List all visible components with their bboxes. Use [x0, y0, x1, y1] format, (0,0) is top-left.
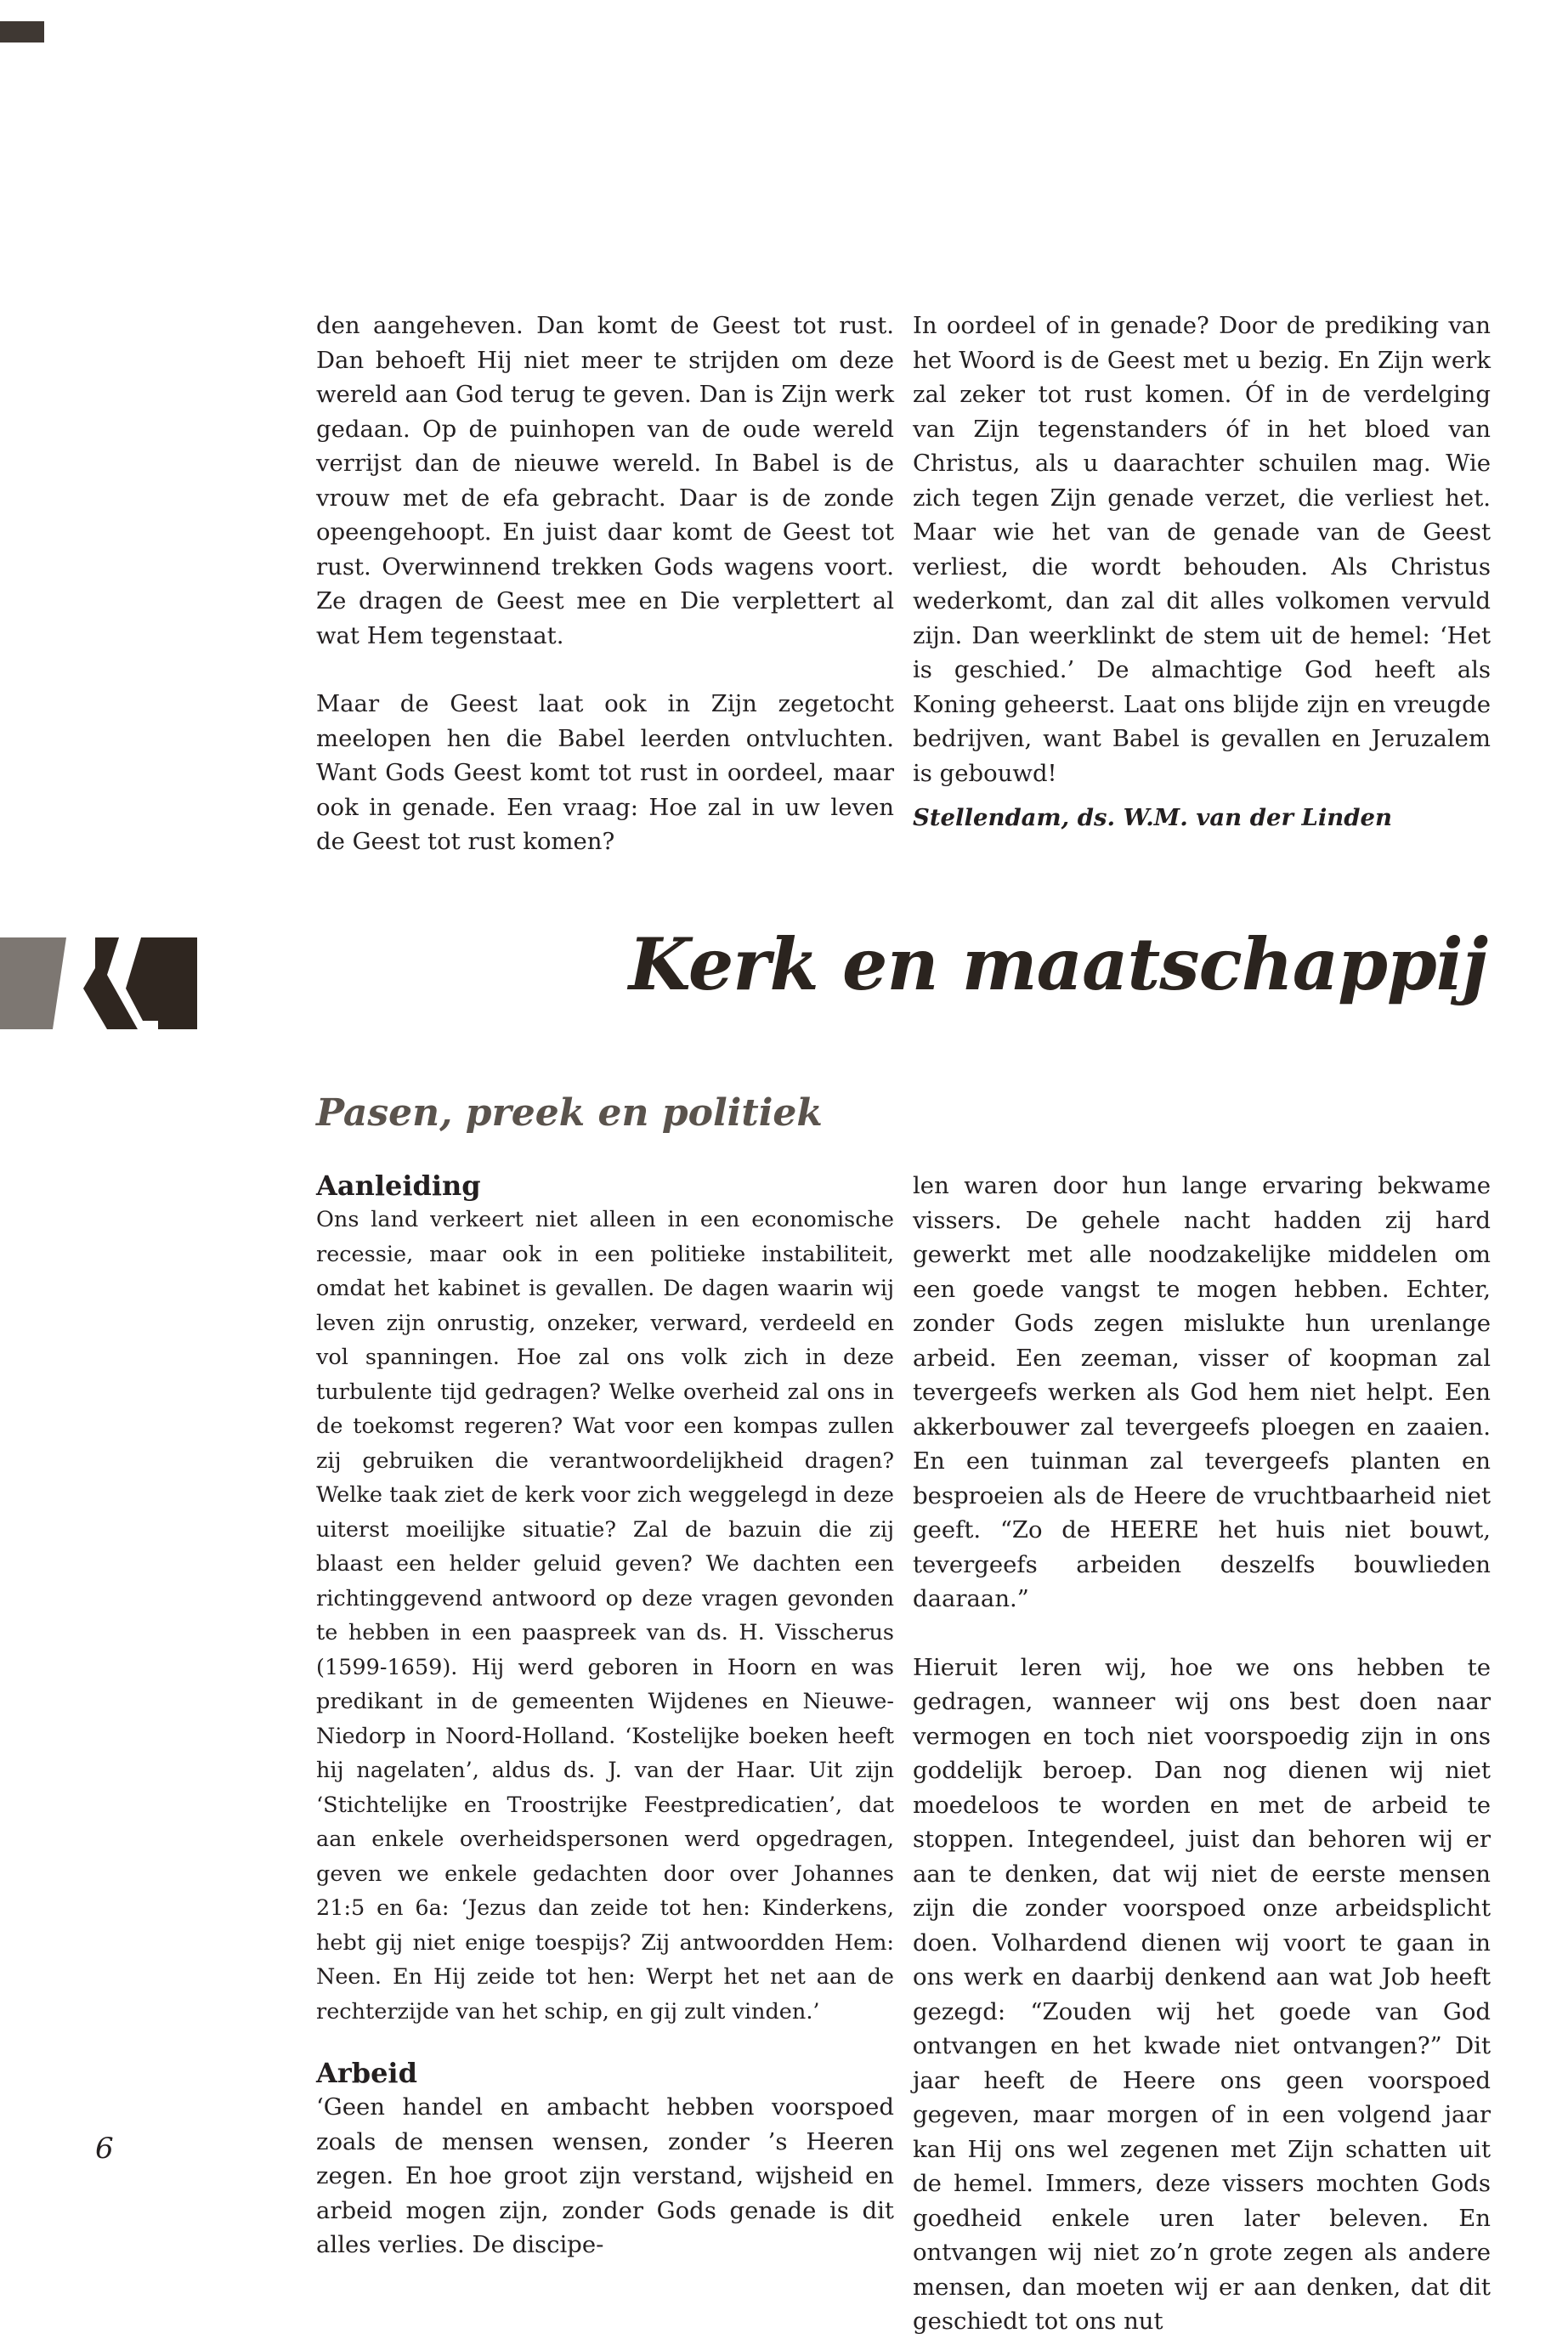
article-column-right [913, 1169, 1491, 2339]
article-title: Pasen, preek en politiek [316, 1091, 823, 1135]
paragraph-arbeid-start: ‘Geen handel en ambacht hebben voorspoed zoals de mensen wensen, zonder ’s Heeren zegen. En hoe groot zijn verstand, wijsheid en arbeid mogen zijn, zonder Gods genade is dit alles verlies. De discipe- [316, 2093, 894, 2258]
paragraph-hieruit: Hieruit leren wij, hoe we ons hebben te gedragen, wanneer wij ons best doen naar vermogen en toch niet voorspoedig zijn in ons goddelijk beroep. Dan nog dienen wij niet moedeloos te worden en met de arbeid te stoppen. Integendeel, juist dan behoren wij er aan te denken, dat wij niet de eerste mensen zijn die zonder voorspoed onze arbeidsplicht doen. Volhardend dienen wij voort te gaan in ons werk en daarbij denkend aan wat Job heeft gezegd: “Zouden wij het goede van God ontvangen en het kwade niet ontvangen?” Dit jaar heeft de Heere ons geen voorspoed gegeven, maar morgen of in een volgend jaar kan Hij ons wel zegenen met Zijn schatten uit de hemel. Immers, deze vissers mochten Gods goedheid enkele uren later beleven. En ontvangen wij niet zo’n grote zegen als andere mensen, dan moeten wij er aan denken, dat dit geschiedt tot ons nut [913, 1653, 1491, 2335]
paragraph-aanleiding: Ons land verkeert niet alleen in een economische recessie, maar ook in een politieke instabiliteit, omdat het kabinet is gevallen. De dagen waarin wij leven zijn onrustig, onzeker, verward, verdeeld en vol spanningen. Hoe zal ons volk zich in deze turbulente tijd gedragen? Welke overheid zal ons in de toekomst regeren? Wat voor een kompas zullen zij gebruiken die verantwoordelijkheid dragen? Welke taak ziet de kerk voor zich weggelegd in deze uiterst moeilijke situatie? Zal de bazuin die zij blaast een helder geluid geven? We dachten een richtinggevend antwoord op deze vragen gevonden te hebben in een paaspreek van ds. H. Visscherus (1599-1659). Hij werd geboren in Hoorn en was predikant in de gemeenten Wijdenes en Nieuwe-Niedorp in Noord-Holland. ‘Kostelijke boeken heeft hij nagelaten’, aldus ds. J. van der Haar. Uit zijn ‘Stichtelijke en Troostrijke Feestpredicatien’, dat aan enkele overheidspersonen werd opgedragen, geven we enkele gedachten door over Johannes 21:5 en 6a: ‘Jezus dan zeide tot hen: Kinderkens, hebt gij niet enige toespijs? Zij antwoordden Hem: Neen. En Hij zeide tot hen: Werpt het net aan de rechterzijde van het schip, en gij zult vinden.’ [316, 1207, 894, 2025]
page-corner-mark [0, 21, 44, 42]
continuation-paragraph-3: In oordeel of in genade? Door de prediking van het Woord is de Geest met u bezig. En Zijn werk zal zeker tot rust komen. Óf in de verdelging van Zijn tegenstanders óf in het bloed van Christus, als u daarachter schuilen mag. Wie zich tegen Zijn genade verzet, die verliest het. Maar wie het van de genade van de Geest verliest, die wordt behouden. Als Christus wederkomt, dan zal dit alles volkomen vervuld zijn. Dan weerklinkt de stem uit de hemel: ‘Het is geschied.’ De almachtige God heeft als Koning geheerst. Laat ons blijde zijn en vreugde bedrijven, want Babel is gevallen en Jeruzalem is gebouwd! [913, 312, 1491, 787]
continuation-column-right [913, 309, 1491, 835]
author-signature: Stellendam, ds. W.M. van der Linden [913, 804, 1393, 831]
page-number: 6 [95, 2132, 114, 2166]
subheading-arbeid: Arbeid [316, 2057, 417, 2089]
continuation-column-left [316, 309, 894, 859]
paragraph-arbeid-continued: len waren door hun lange ervaring bekwame vissers. De gehele nacht hadden zij hard gewerkt met alle noodzakelijke middelen om een goede vangst te mogen hebben. Echter, zonder Gods zegen mislukte hun urenlange arbeid. Een zeeman, visser of koopman zal tevergeefs werken als God hem niet helpt. Een akkerbouwer zal tevergeefs ploegen en zaaien. En een tuinman zal tevergeefs planten en besproeien als de Heere de vruchtbaarheid niet geeft. “Zo de HEERE het huis niet bouwt, tevergeefs arbeiden deszelfs bouwlieden daaraan.” [913, 1172, 1491, 1612]
continuation-paragraph-1: den aangeheven. Dan komt de Geest tot rust. Dan behoeft Hij niet meer te strijden om deze wereld aan God terug te geven. Dan is Zijn werk gedaan. Op de puinhopen van de oude wereld verrijst dan de nieuwe wereld. In Babel is de vrouw met de efa gebracht. Daar is de zonde opeengehoopt. En juist daar komt de Geest tot rust. Overwinnend trekken Gods wagens voort. Ze dragen de Geest mee en Die verplettert al wat Hem tegenstaat. [316, 312, 894, 649]
k-section-logo-icon [0, 937, 197, 1029]
continuation-paragraph-2: Maar de Geest laat ook in Zijn zegetocht meelopen hen die Babel leerden ontvluchten. Want Gods Geest komt tot rust in oordeel, maar ook in genade. Een vraag: Hoe zal in uw leven de Geest tot rust komen? [316, 690, 894, 855]
section-title: Kerk en maatschappij [628, 922, 1487, 1006]
subheading-aanleiding: Aanleiding [316, 1170, 481, 1202]
article-column-left [316, 1169, 894, 2263]
